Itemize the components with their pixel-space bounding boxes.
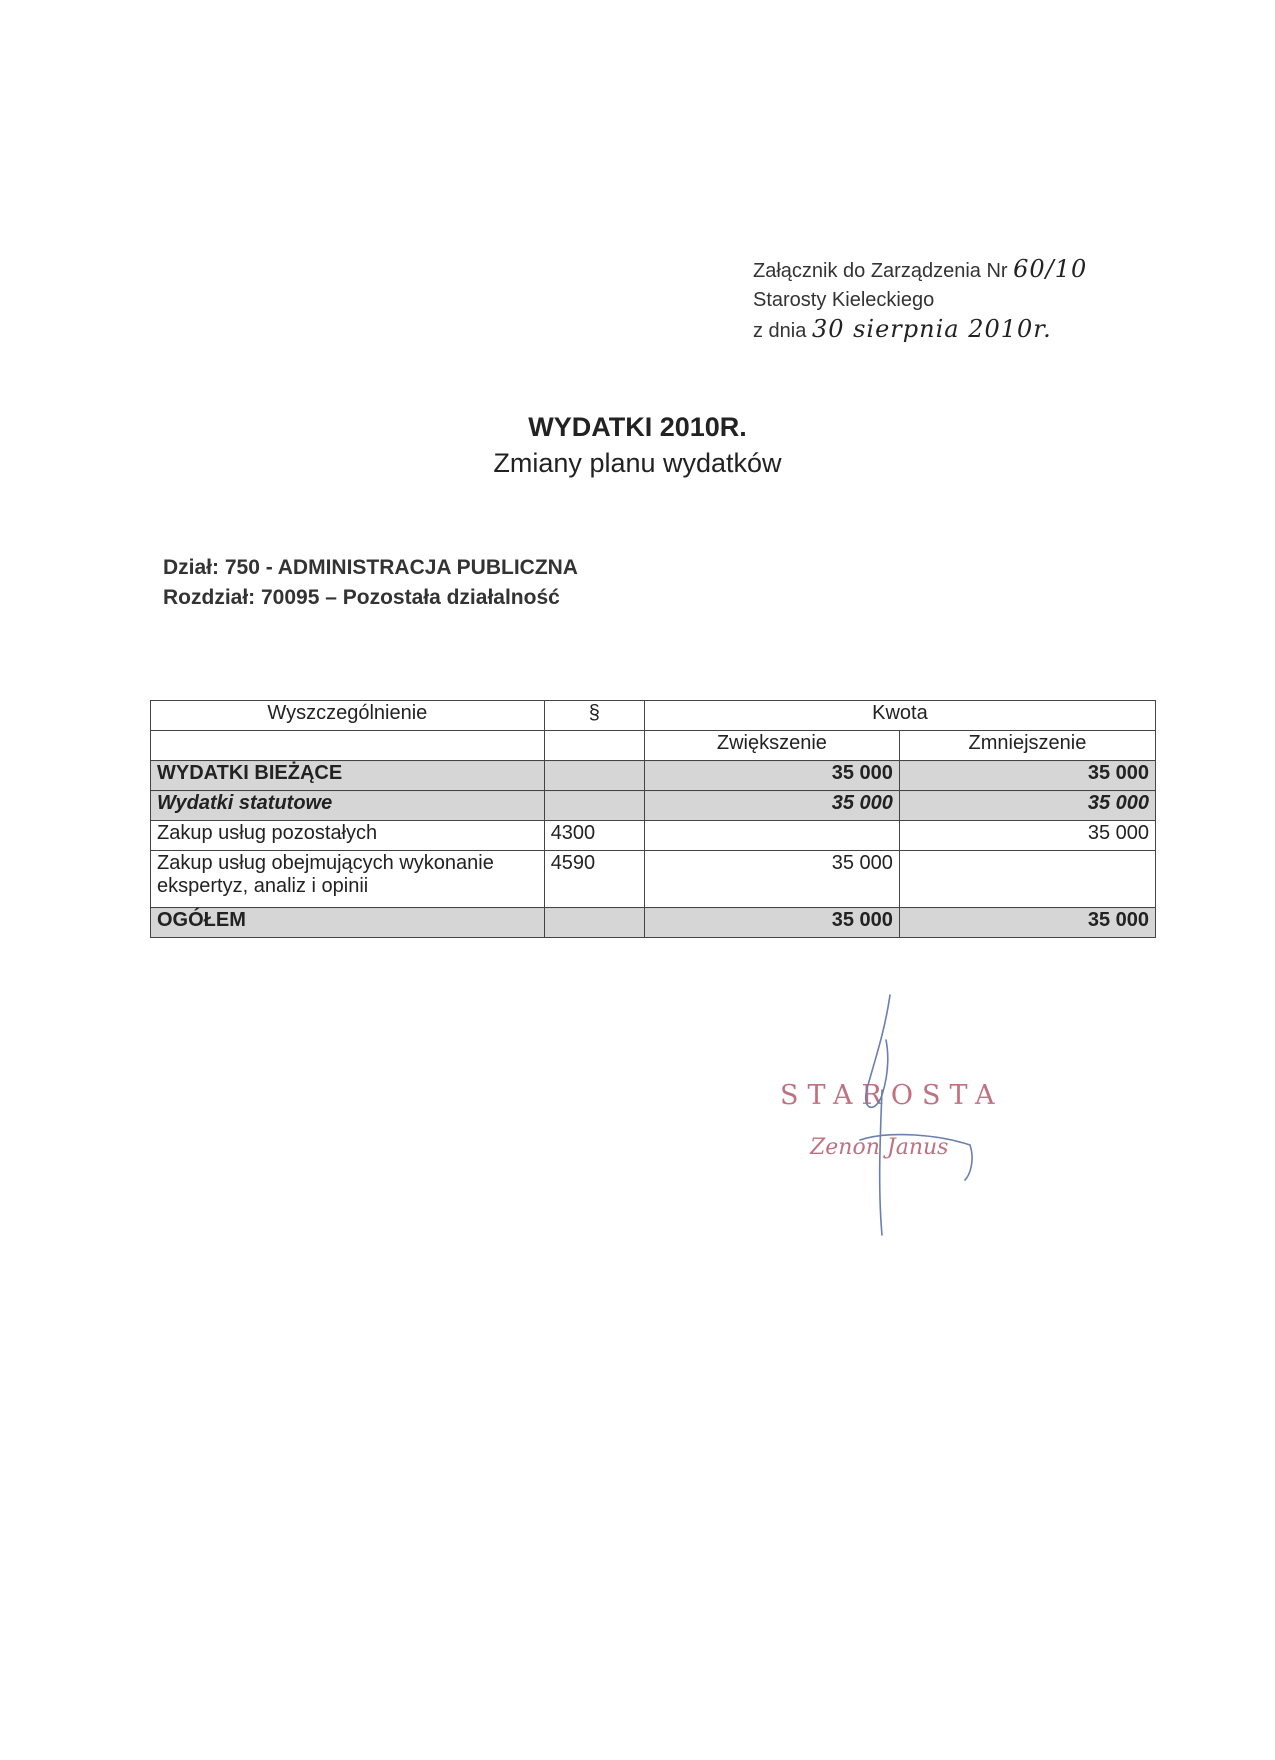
attachment-header xyxy=(753,255,1087,346)
header-amount: Kwota xyxy=(644,701,1155,731)
row-paragraph: 4590 xyxy=(544,851,644,908)
row-decrease xyxy=(899,851,1155,908)
row-increase: 35 000 xyxy=(644,908,899,938)
row-item: Zakup usług pozostałych xyxy=(151,821,545,851)
table-row xyxy=(151,791,1156,821)
attachment-issuer: Starosty Kieleckiego xyxy=(753,289,935,311)
header-item: Wyszczególnienie xyxy=(151,701,545,731)
document-subtitle: Zmiany planu wydatków xyxy=(493,448,782,478)
table-row xyxy=(151,851,1156,908)
row-decrease: 35 000 xyxy=(899,821,1155,851)
date-prefix: z dnia xyxy=(753,320,807,342)
subheader-empty-paragraph xyxy=(544,731,644,761)
stamp-title: STAROSTA xyxy=(780,1080,1004,1111)
row-increase: 35 000 xyxy=(644,791,899,821)
header-decrease: Zmniejszenie xyxy=(899,731,1155,761)
section-dzial: Dział: 750 - ADMINISTRACJA PUBLICZNA xyxy=(163,556,578,579)
table-subheader-row xyxy=(151,731,1156,761)
attachment-line-1 xyxy=(753,255,1087,286)
signature-icon xyxy=(820,990,980,1250)
section-rozdzial: Rozdział: 70095 – Pozostała działalność xyxy=(163,586,560,609)
table-row xyxy=(151,761,1156,791)
row-paragraph xyxy=(544,908,644,938)
date-handwritten: 30 sierpnia 2010r. xyxy=(811,315,1052,343)
row-item: Zakup usług obejmujących wykonanie ekspertyz, analiz i opinii xyxy=(151,851,545,908)
table-header-row xyxy=(151,701,1156,731)
row-decrease: 35 000 xyxy=(899,791,1155,821)
row-paragraph xyxy=(544,791,644,821)
row-increase xyxy=(644,821,899,851)
header-paragraph: § xyxy=(544,701,644,731)
row-decrease: 35 000 xyxy=(899,908,1155,938)
row-increase: 35 000 xyxy=(644,761,899,791)
table-row xyxy=(151,908,1156,938)
attachment-label: Załącznik do Zarządzenia Nr xyxy=(753,260,1008,282)
document-title: WYDATKI 2010R. xyxy=(528,412,747,442)
row-item: OGÓŁEM xyxy=(151,908,545,938)
expenditure-table xyxy=(150,700,1156,938)
row-paragraph xyxy=(544,761,644,791)
order-number-handwritten: 60/10 xyxy=(1013,255,1088,283)
row-item: Wydatki statutowe xyxy=(151,791,545,821)
stamp-name: Zenon Janus xyxy=(810,1135,949,1160)
header-increase: Zwiększenie xyxy=(644,731,899,761)
row-paragraph: 4300 xyxy=(544,821,644,851)
row-decrease: 35 000 xyxy=(899,761,1155,791)
table-row xyxy=(151,821,1156,851)
subheader-empty-item xyxy=(151,731,545,761)
attachment-line-3 xyxy=(753,315,1087,346)
row-item: WYDATKI BIEŻĄCE xyxy=(151,761,545,791)
row-increase: 35 000 xyxy=(644,851,899,908)
